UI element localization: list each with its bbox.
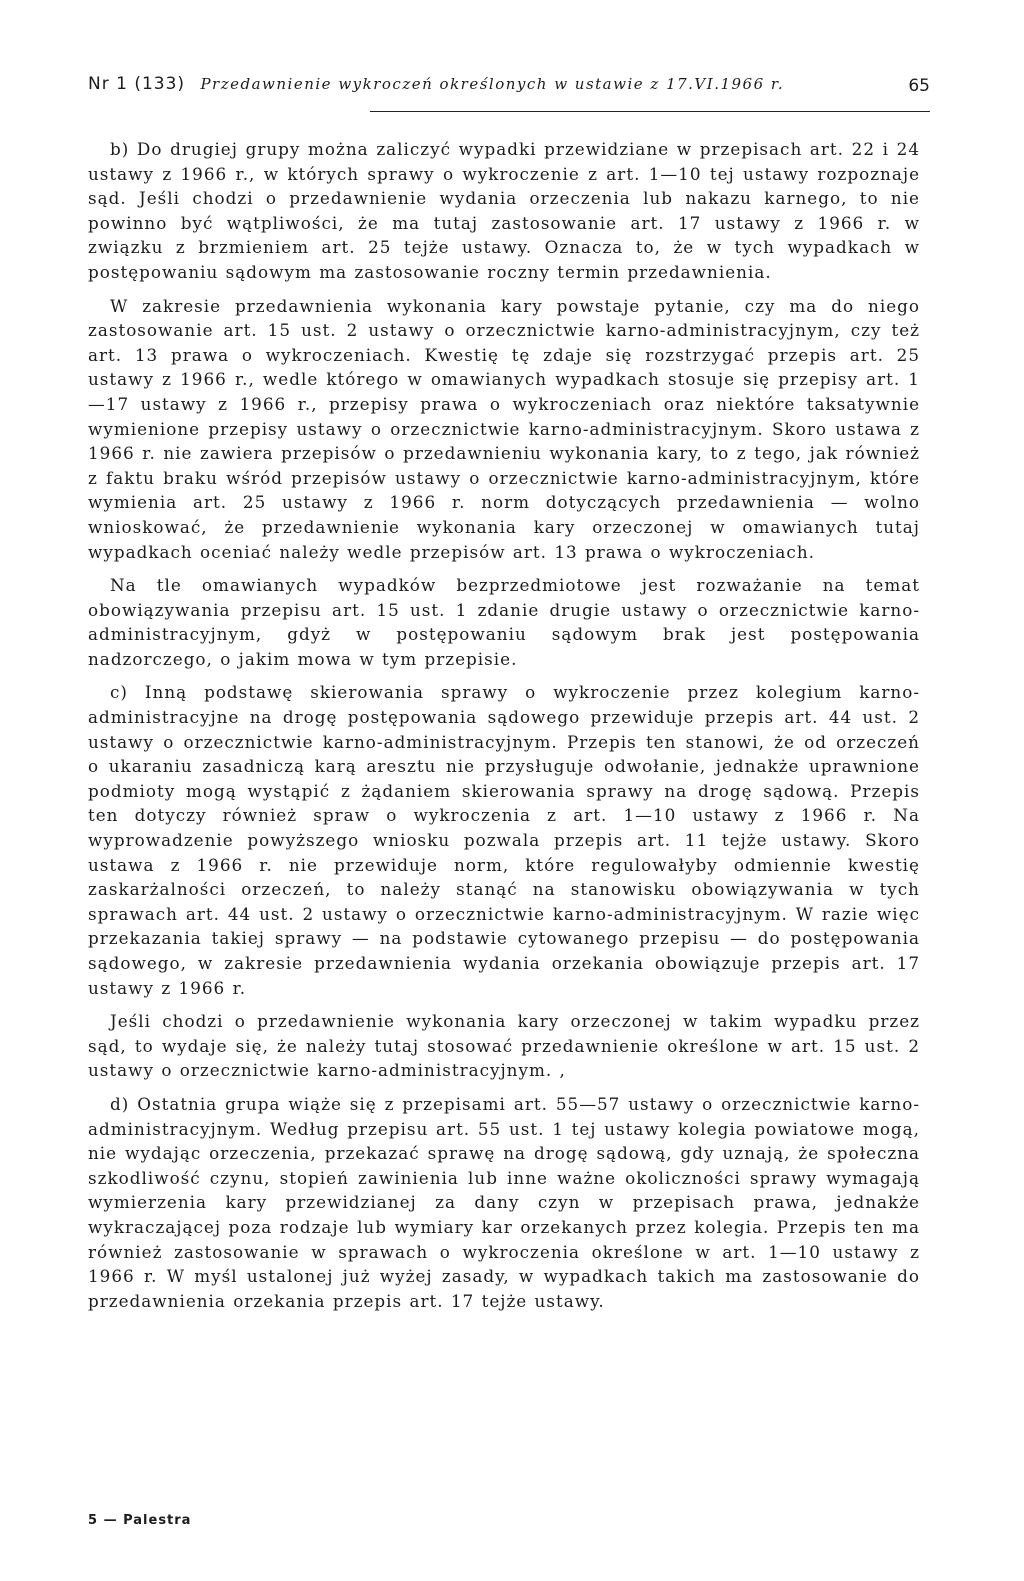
header-rule: [370, 111, 930, 112]
signature-mark: 5 — Palestra: [88, 1513, 192, 1528]
paragraph-d: d) Ostatnia grupa wiąże się z przepisami art. 55—57 ustawy o orzecznictwie karno-administracyjnym. Według przepisu art. 55 ust. 1 tej ustawy kolegia powiatowe mogą, nie wydając orzeczenia, przekazać sprawę na drogę sądową, gdy uznają, że społeczna szkodliwość czynu, stopień zawinienia lub inne ważne okoliczności sprawy wymagają wymierzenia kary przewidzianej za dany czyn w przepisach prawa, jednakże wykraczającej poza rodzaje lub wymiary kar orzekanych przez kolegia. Przepis ten ma również zastosowanie w sprawach o wykroczenia określone w art. 1—10 ustawy z 1966 r. W myśl ustalonej już wyżej zasady, w wypadkach takich ma zastosowanie do przedawnienia orzekania przepis art. 17 tejże ustawy.: [88, 1093, 920, 1311]
paragraph: Jeśli chodzi o przedawnienie wykonania kary orzeczonej w takim wypadku przez sąd, to wydaje się, że należy tutaj stosować przedawnienie określone w art. 15 ust. 2 ustawy o orzecznictwie karno-administracyjnym. ,: [88, 1011, 920, 1081]
page-number: 65: [908, 76, 930, 96]
paragraph-c: c) Inną podstawę skierowania sprawy o wykroczenie przez kolegium karno-administracyjne na drogę postępowania sądowego przewiduje przepis art. 44 ust. 2 ustawy o orzecznictwie karno-administracyjnym. Przepis ten stanowi, że od orzeczeń o ukaraniu zasadniczą karą aresztu nie przysługuje odwołanie, jednakże uprawnione podmioty mogą wystąpić z żądaniem skierowania sprawy na drogę sądową. Przepis ten dotyczy również spraw o wykroczenia z art. 1—10 ustawy z 1966 r. Na wyprowadzenie powyższego wniosku pozwala przepis art. 11 tejże ustawy. Skoro ustawa z 1966 r. nie przewiduje norm, które regulowałyby odmiennie kwestię zaskarżalności orzeczeń, to należy stanąć na stanowisku obowiązywania w tych sprawach art. 44 ust. 2 ustawy o orzecznictwie karno-administracyjnym. W razie więc przekazania takiej sprawy — na podstawie cytowanego przepisu — do postępowania sądowego, w zakresie przedawnienia wydania orzekania obowiązuje przepis art. 17 ustawy z 1966 r.: [88, 682, 920, 998]
running-header: [88, 70, 930, 100]
paragraph-b: b) Do drugiej grupy można zaliczyć wypadki przewidziane w przepisach art. 22 i 24 ustawy z 1966 r., w których sprawy o wykroczenie z art. 1—10 tej ustawy rozpoznaje sąd. Jeśli chodzi o przedawnienie wydania orzeczenia lub nakazu karnego, to nie powinno być wątpliwości, że ma tutaj zastosowanie art. 17 ustawy z 1966 r. w związku z brzmieniem art. 25 tejże ustawy. Oznacza to, że w tych wypadkach w postępowaniu sądowym ma zastosowanie roczny termin przedawnienia.: [88, 139, 920, 282]
paragraph: Na tle omawianych wypadków bezprzedmiotowe jest rozważanie na temat obowiązywania przepisu art. 15 ust. 1 zdanie drugie ustawy o orzecznictwie karno-administracyjnym, gdyż w postępowaniu sądowym brak jest postępowania nadzorczego, o jakim mowa w tym przepisie.: [88, 575, 920, 669]
body-text: [88, 137, 920, 1322]
running-title: Przedawnienie wykroczeń określonych w ustawie z 17.VI.1966 r.: [200, 75, 785, 93]
issue-number: Nr 1 (133): [88, 74, 186, 94]
paragraph: W zakresie przedawnienia wykonania kary powstaje pytanie, czy ma do niego zastosowanie art. 15 ust. 2 ustawy o orzecznictwie karno-administracyjnym, czy też art. 13 prawa o wykroczeniach. Kwestię tę zdaje się rozstrzygać przepis art. 25 ustawy z 1966 r., wedle którego w omawianych wypadkach stosuje się przepisy art. 1—17 ustawy z 1966 r., przepisy prawa o wykroczeniach oraz niektóre taksatywnie wymienione przepisy ustawy o orzecznictwie karno-administracyjnym. Skoro ustawa z 1966 r. nie zawiera przepisów o przedawnieniu wykonania kary, to z tego, jak również z faktu braku wśród przepisów ustawy o orzecznictwie karno-administracyjnym, które wymienia art. 25 ustawy z 1966 r. norm dotyczących przedawnienia — wolno wnioskować, że przedawnienie wykonania kary orzeczonej w omawianych tutaj wypadkach oceniać należy wedle przepisów art. 13 prawa o wykroczeniach.: [88, 295, 920, 562]
